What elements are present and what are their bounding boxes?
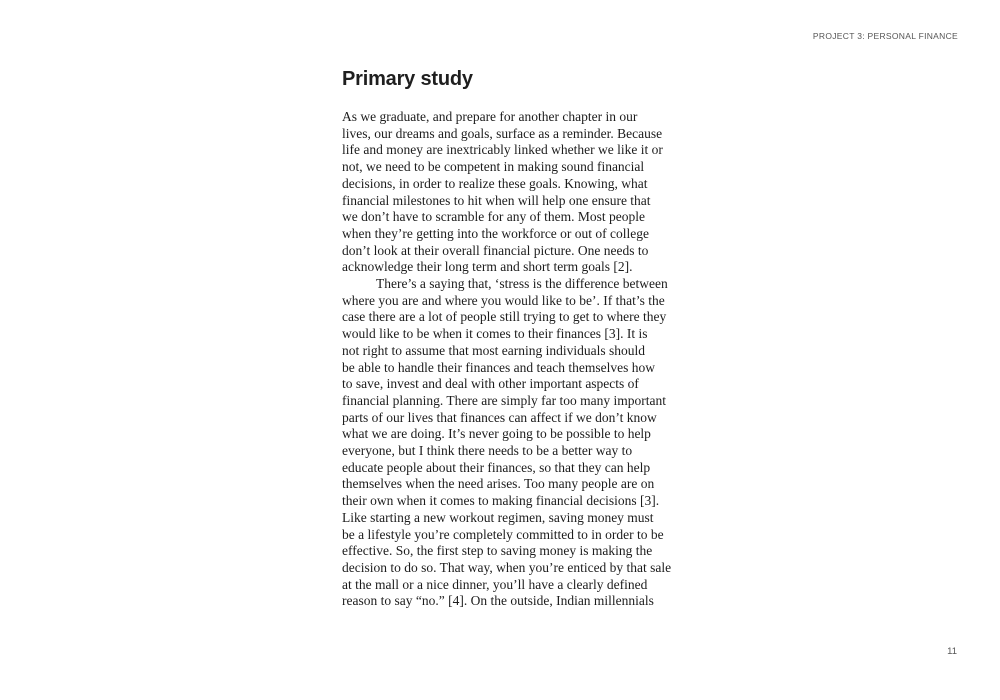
body-text xyxy=(342,109,702,610)
text-line: Like starting a new workout regimen, saving money must xyxy=(342,509,654,525)
text-line: we don’t have to scramble for any of them. Most people xyxy=(342,209,646,225)
text-line: what we are doing. It’s never going to be possible to help xyxy=(342,426,651,442)
text-line: be a lifestyle you’re completely committed to in order to be xyxy=(342,526,664,542)
text-line: As we graduate, and prepare for another chapter in our xyxy=(342,109,638,124)
text-line: not, we need to be competent in making sound financial xyxy=(342,159,645,175)
paragraph-start-line: There’s a saying that, ‘stress is the difference between xyxy=(376,276,668,292)
text-line: acknowledge their long term and short term goals [2]. xyxy=(342,259,633,275)
text-line: reason to say “no.” [4]. On the outside, Indian millennials xyxy=(342,593,654,609)
text-line: when they’re getting into the workforce or out of college xyxy=(342,225,650,241)
running-header: PROJECT 3: PERSONAL FINANCE xyxy=(812,31,958,41)
page-number: 11 xyxy=(947,646,957,657)
text-line: don’t look at their overall financial picture. One needs to xyxy=(342,242,649,258)
text-line: themselves when the need arises. Too many people are on xyxy=(342,476,655,492)
text-line: financial milestones to hit when will help one ensure that xyxy=(342,192,651,208)
text-line: at the mall or a nice dinner, you’ll have a clearly defined xyxy=(342,576,648,592)
text-line: effective. So, the first step to saving money is making the xyxy=(342,543,653,559)
text-line: where you are and where you would like to be’. If that’s the xyxy=(342,292,665,308)
text-line: parts of our lives that finances can affect if we don’t know xyxy=(342,409,657,425)
text-line: case there are a lot of people still trying to get to where they xyxy=(342,309,667,325)
section-title: Primary study xyxy=(342,68,473,90)
text-line: to save, invest and deal with other important aspects of xyxy=(342,376,639,392)
text-line: decision to do so. That way, when you’re enticed by that sale xyxy=(342,559,672,575)
text-line: educate people about their finances, so that they can help xyxy=(342,459,651,475)
text-line: lives, our dreams and goals, surface as a reminder. Because xyxy=(342,125,663,141)
text-line: not right to assume that most earning individuals should xyxy=(342,342,645,358)
text-line: life and money are inextricably linked whether we like it or xyxy=(342,142,663,158)
text-line: financial planning. There are simply far too many important xyxy=(342,392,667,408)
text-line: would like to be when it comes to their finances [3]. It is xyxy=(342,326,648,342)
text-line: decisions, in order to realize these goals. Knowing, what xyxy=(342,175,648,191)
text-line: be able to handle their finances and teach themselves how xyxy=(342,359,656,375)
text-line: their own when it comes to making financial decisions [3]. xyxy=(342,493,660,509)
text-line: everyone, but I think there needs to be a better way to xyxy=(342,443,633,459)
